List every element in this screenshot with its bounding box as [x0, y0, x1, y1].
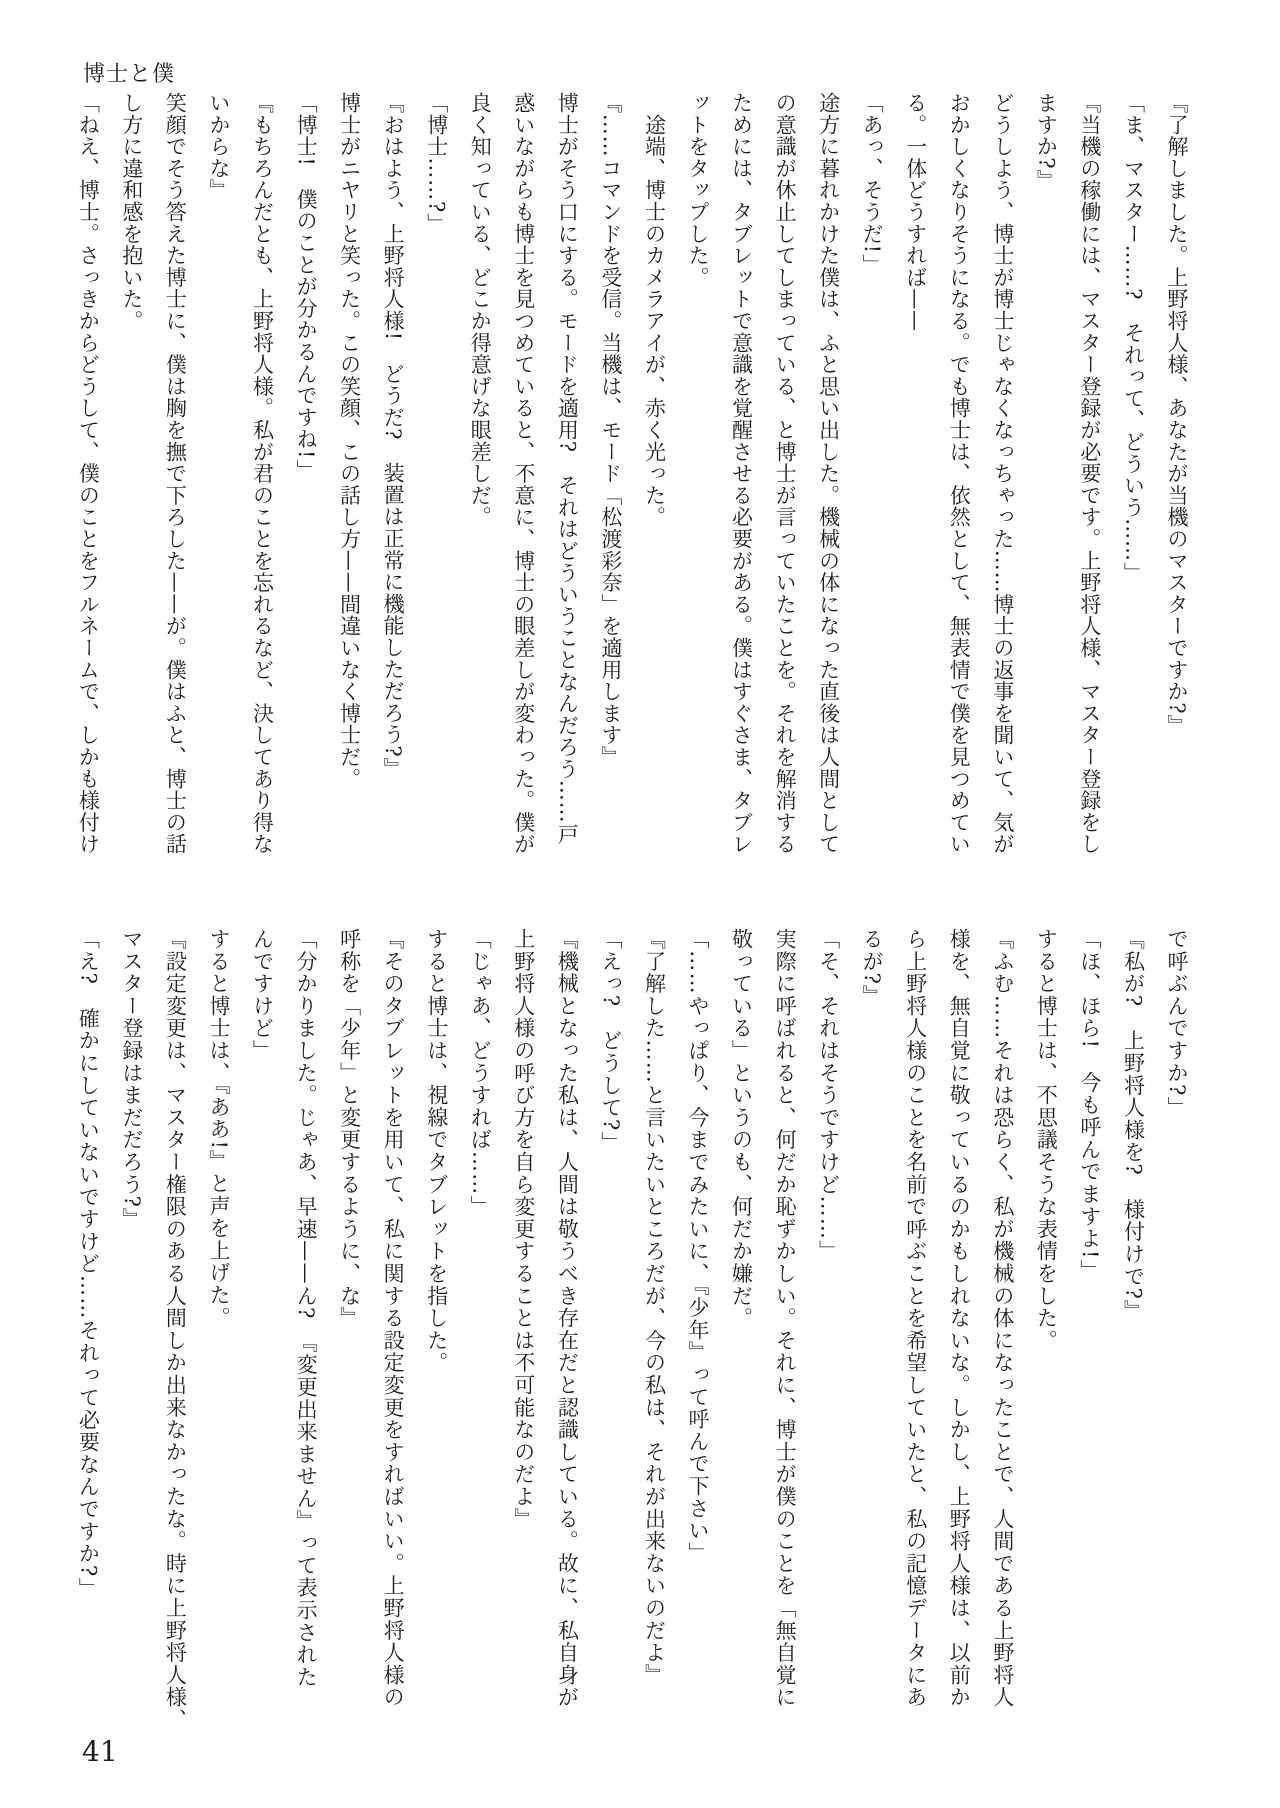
- text-line: 「ほ、ほら! 今も呼んでますよ!」: [1077, 928, 1102, 1282]
- text-line: 敬っている」というのも、何だか嫌だ。: [729, 928, 754, 1330]
- text-line: マスター登録はまだだろう?』: [119, 928, 144, 1231]
- text-line: 博士がそう口にする。モードを適用? それはどういうことなんだろう……戸: [555, 92, 580, 846]
- text-line: んですけど」: [250, 928, 275, 1062]
- text-line: すると博士は、視線でタブレットを指した。: [424, 928, 449, 1374]
- text-line: ットをタップした。: [685, 92, 710, 289]
- text-section-top: [66, 92, 1198, 856]
- text-line: 笑顔でそう答えた博士に、僕は胸を撫で下ろした——が。僕はふと、博士の話: [163, 92, 188, 855]
- text-line: ためには、タブレットで意識を覚醒させる必要がある。僕はすぐさま、タブレ: [729, 92, 754, 855]
- text-line: 「ま、マスター……? それって、どういう……」: [1121, 92, 1146, 584]
- text-section-bottom: [66, 928, 1198, 1731]
- text-line: 「ねえ、博士。さっきからどうして、僕のことをフルネームで、しかも様付け: [76, 92, 101, 855]
- running-header: 博士と僕: [83, 62, 176, 87]
- text-line: 「じゃあ、どうすれば……」: [468, 928, 493, 1218]
- text-line: で呼ぶんですか?」: [1165, 928, 1189, 1119]
- text-line: し方に違和感を抱いた。: [119, 92, 144, 332]
- text-line: 良く知っている、どこか得意げな眼差しだ。: [468, 92, 493, 528]
- text-line: 『機械となった私は、人間は敬うべき存在だと認識している。故に、私自身が: [555, 928, 580, 1709]
- text-line: いからな』: [206, 92, 231, 201]
- text-line: 『……コマンドを受信。当機は、モード「松渡彩奈」を適用します』: [598, 92, 623, 768]
- text-line: どうしよう、博士が博士じゃなくなっちゃった……博士の返事を聞いて、気が: [990, 92, 1015, 855]
- text-line: の意識が休止してしまっている、と博士が言っていたことを。それを解消する: [773, 92, 798, 855]
- text-line: 「あっ、そうだ!」: [860, 92, 885, 276]
- text-line: 惑いながらも博士を見つめていると、不意に、博士の眼差しが変わった。僕が: [511, 92, 536, 855]
- text-line: 途端、博士のカメラアイが、赤く光った。: [642, 92, 667, 528]
- text-line: 「分かりました。じゃあ、早速——ん? 『変更出来ません』って表示された: [294, 928, 319, 1689]
- text-line: 『了解しました。上野将人様、あなたが当機のマスターですか?』: [1165, 92, 1189, 737]
- text-line: おかしくなりそうになる。でも博士は、依然として、無表情で僕を見つめてい: [947, 92, 972, 855]
- text-line: ら上野将人様のことを名前で呼ぶことを希望していたと、私の記憶データにあ: [903, 928, 928, 1709]
- text-line: ますか?』: [1034, 92, 1059, 192]
- text-line: 『そのタブレットを用いて、私に関する設定変更をすればいい。上野将人様の: [381, 928, 406, 1709]
- text-line: るが?』: [860, 928, 885, 1008]
- text-line: 『設定変更は、マスター権限のある人間しか出来なかったな。時に上野将人様、: [163, 928, 188, 1731]
- text-line: 『私が? 上野将人様を? 様付けで?』: [1121, 928, 1146, 1323]
- text-line: すると博士は、不思議そうな表情をした。: [1034, 928, 1059, 1352]
- text-line: 「えっ? どうして?」: [598, 928, 623, 1154]
- text-line: 『了解した……と言いたいところだが、今の私は、それが出来ないのだよ』: [642, 928, 667, 1687]
- text-line: 『ふむ……それは恐らく、私が機械の体になったことで、人間である上野将人: [990, 928, 1015, 1709]
- text-line: 「博士! 僕のことが分かるんですね!」: [294, 92, 319, 482]
- page-number: 41: [82, 1735, 118, 1768]
- text-line: 『おはよう、上野将人様! どうだ? 装置は正常に機能しただろう?』: [381, 92, 406, 780]
- text-line: 「え? 確かにしていないですけど……それって必要なんですか?」: [76, 928, 101, 1600]
- text-line: すると博士は、『ああ!』と声を上げた。: [206, 928, 231, 1329]
- text-line: る。一体どうすれば——: [903, 92, 928, 332]
- text-line: 『もちろんだとも、上野将人様。私が君のことを忘れるなど、決してあり得な: [250, 92, 275, 855]
- text-line: 「そ、それはそうですけど……」: [816, 928, 841, 1263]
- text-line: 「博士……?」: [424, 92, 449, 235]
- text-line: 様を、無自覚に敬っているのかもしれないな。しかし、上野将人様は、以前か: [947, 928, 972, 1709]
- text-line: 呼称を「少年」と変更するように、な』: [337, 928, 362, 1330]
- text-line: 実際に呼ばれると、何だか恥ずかしい。それに、博士が僕のことを「無自覚に: [773, 928, 798, 1709]
- text-line: 『当機の稼働には、マスター登録が必要です。上野将人様、マスター登録をし: [1077, 92, 1102, 855]
- text-line: 「……やっぱり、今までみたいに、『少年』って呼んで下さい」: [685, 928, 710, 1565]
- text-line: 博士がニヤリと笑った。この笑顔、この話し方——間違いなく博士だ。: [337, 92, 362, 790]
- text-line: 途方に暮れかけた僕は、ふと思い出した。機械の体になった直後は人間として: [816, 92, 841, 855]
- text-line: 上野将人様の呼び方を自ら変更することは不可能なのだよ』: [511, 928, 536, 1531]
